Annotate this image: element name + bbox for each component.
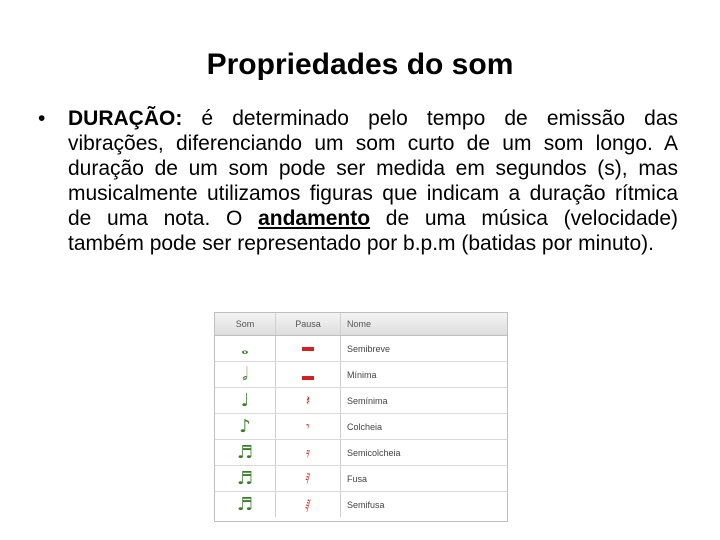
table-row: [215, 336, 507, 362]
header-nome: Nome: [347, 319, 372, 329]
header-som: Som: [215, 313, 276, 335]
eighth-rest-icon: 𝄾: [306, 418, 310, 435]
paragraph-text-1: é determinado pelo tempo de emissão das vibrações, diferenciando um som curto de um som longo. A duração de um som pode ser medida em segundos (s), mas musicalmente utilizamos figuras que indicam a duração rítmica de uma nota. O: [68, 107, 678, 230]
row-name: Semínima: [347, 395, 388, 406]
bullet-marker: •: [38, 107, 46, 130]
bullet-paragraph: [68, 106, 678, 256]
sixty-fourth-note-icon: ♬: [236, 493, 254, 515]
sixty-fourth-rest-icon: 𝅁: [305, 496, 311, 513]
quarter-rest-icon: 𝄽: [305, 392, 311, 409]
emphasis-word: andamento: [258, 207, 371, 230]
sixteenth-note-icon: ♬: [236, 441, 254, 463]
row-name: Fusa: [347, 473, 368, 484]
row-name: Semibreve: [347, 343, 391, 354]
table-row: [215, 388, 507, 414]
header-pausa: Pausa: [276, 313, 341, 335]
table-row: [215, 440, 507, 466]
eighth-note-icon: ♪: [239, 415, 251, 437]
whole-note-icon: 𝅝: [241, 337, 249, 359]
paragraph-text-2: de uma música (velocidade) também pode ser representado por b.p.m (batidas por minuto).: [68, 207, 678, 255]
thirty-second-rest-icon: 𝅀: [305, 470, 311, 487]
slide-title: Propriedades do som: [206, 48, 514, 81]
row-name: Colcheia: [347, 421, 383, 432]
thirty-second-note-icon: ♬: [236, 467, 254, 489]
table-row: [215, 466, 507, 492]
row-name: Mínima: [347, 369, 377, 380]
bullet-item: [38, 106, 678, 256]
sixteenth-rest-icon: 𝄿: [305, 444, 311, 461]
table-row: [215, 414, 507, 440]
row-name: Semicolcheia: [347, 447, 401, 458]
half-rest-icon: [302, 376, 314, 380]
table-header: [215, 313, 507, 336]
note-figures-table: [214, 312, 508, 522]
table-row: [215, 362, 507, 388]
quarter-note-icon: ♩: [240, 389, 250, 411]
half-note-icon: 𝅗𝅥: [242, 363, 248, 385]
table-row: [215, 492, 507, 517]
row-name: Semifusa: [347, 499, 385, 510]
whole-rest-icon: [302, 347, 314, 351]
term-label: DURAÇÃO:: [68, 107, 183, 130]
